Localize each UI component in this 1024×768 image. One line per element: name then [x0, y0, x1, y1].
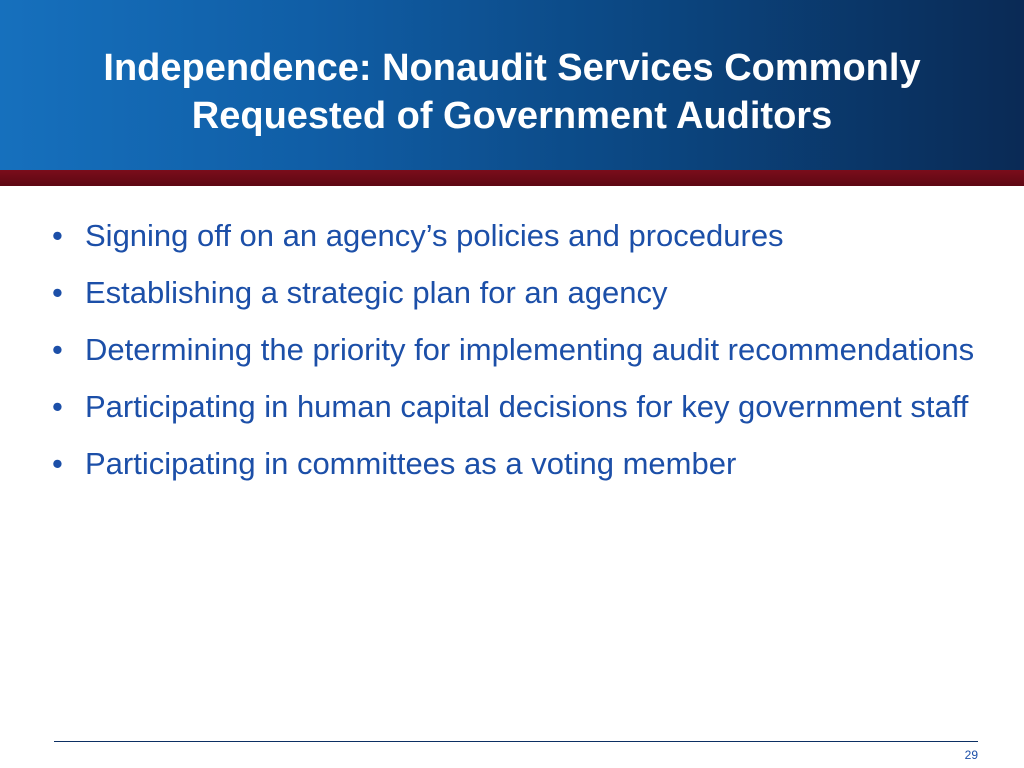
slide-title-line-2: Requested of Government Auditors: [191, 95, 833, 137]
bullet-text: Participating in human capital decisions for key government staff: [85, 389, 969, 424]
bullet-marker: •: [52, 389, 63, 424]
slide-title-line-1: Independence: Nonaudit Services Commonly: [103, 47, 921, 89]
bullet-item: [52, 389, 992, 425]
bullet-marker: •: [52, 446, 63, 481]
bullet-text: Establishing a strategic plan for an agency: [85, 275, 668, 310]
bullet-item: [52, 275, 992, 311]
title-banner-accent-bar: [0, 170, 1024, 186]
bullet-list: [52, 218, 992, 503]
footer-divider: [54, 741, 978, 742]
page-number: 29: [964, 748, 978, 762]
bullet-text: Signing off on an agency’s policies and procedures: [85, 218, 784, 253]
bullet-marker: •: [52, 275, 63, 310]
bullet-marker: •: [52, 218, 63, 253]
bullet-item: [52, 332, 992, 368]
bullet-item: [52, 446, 992, 482]
bullet-text: Participating in committees as a voting member: [85, 446, 737, 481]
slide-title: [0, 44, 1024, 140]
bullet-marker: •: [52, 332, 63, 367]
bullet-text: Determining the priority for implementing audit recommendations: [85, 332, 975, 367]
bullet-item: [52, 218, 992, 254]
